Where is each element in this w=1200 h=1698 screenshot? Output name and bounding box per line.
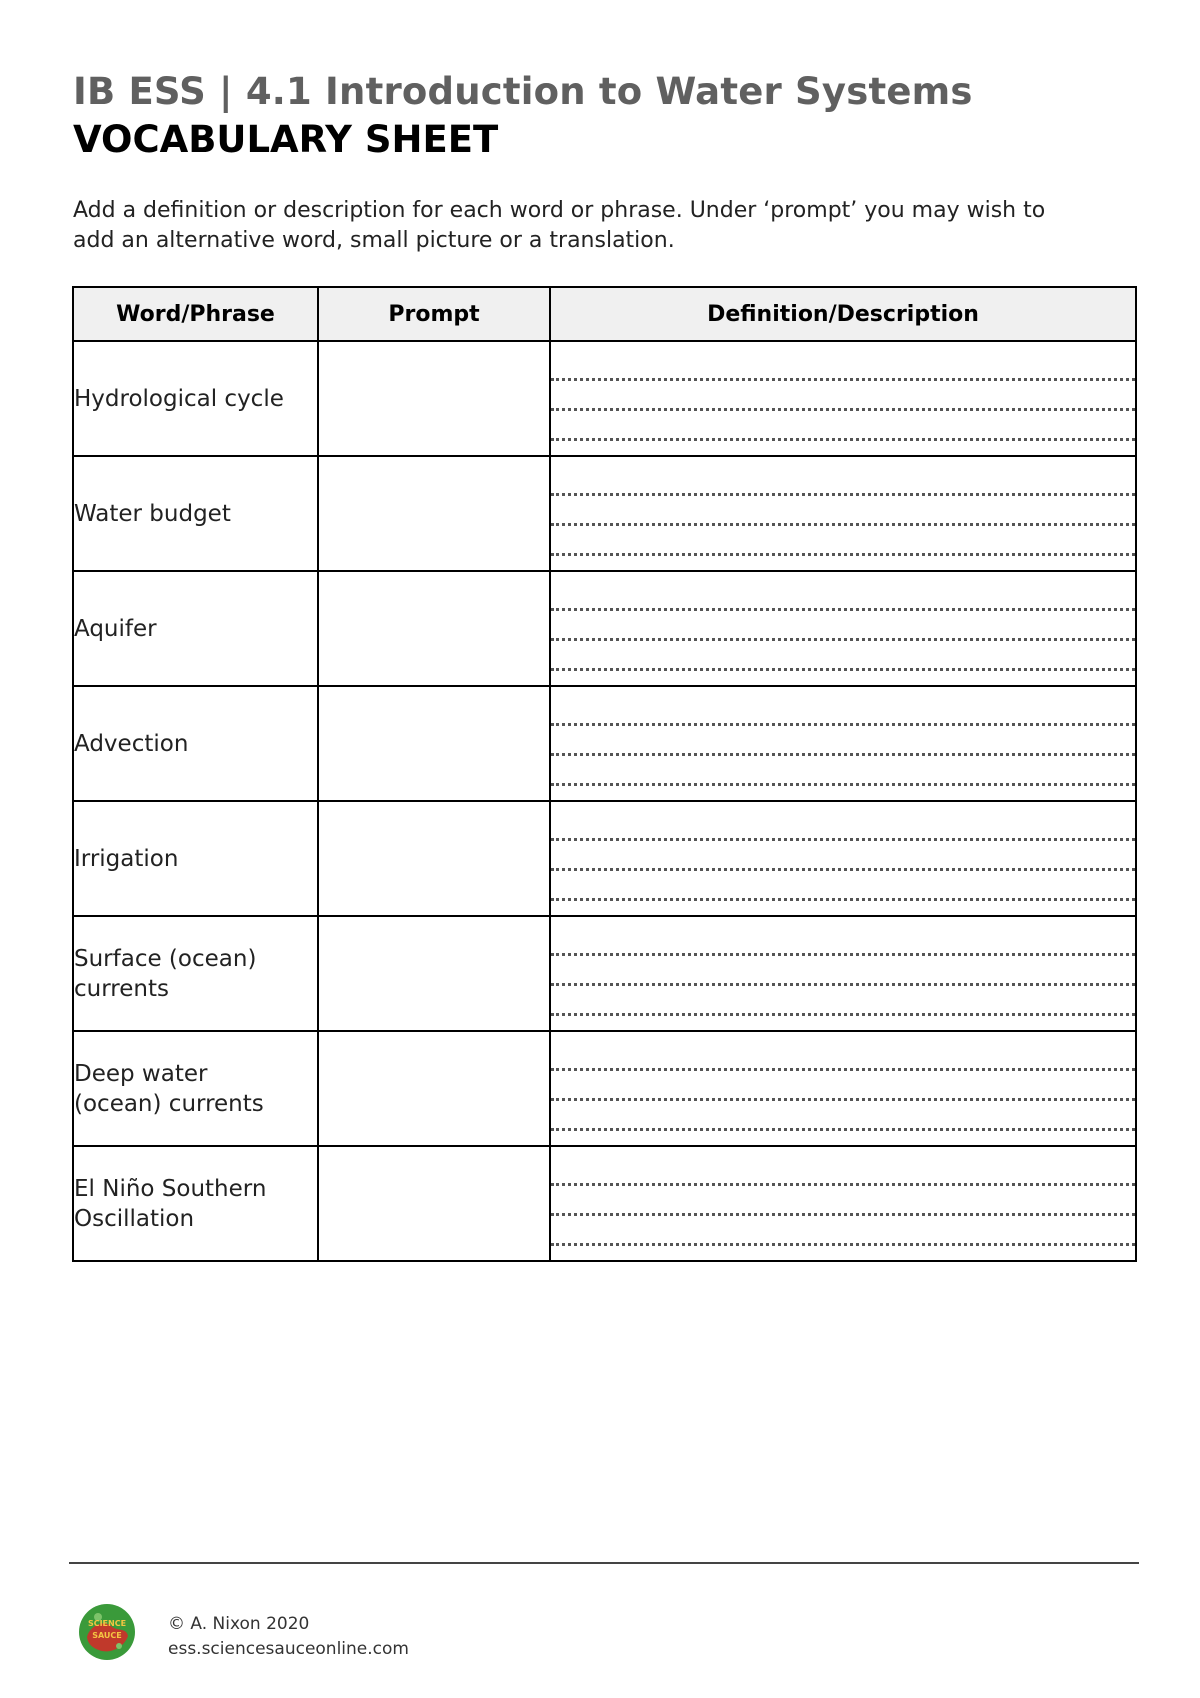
instructions-line-1: Add a definition or description for each word or phrase. Under ‘prompt’ you may wish to — [73, 198, 1046, 223]
table-row — [73, 456, 1136, 571]
table-row — [73, 916, 1136, 1031]
dotted-answer-line — [551, 641, 1135, 671]
table-row — [73, 571, 1136, 686]
dotted-answer-line — [551, 411, 1135, 441]
footer-divider — [69, 1562, 1139, 1564]
dotted-answer-line — [551, 1071, 1135, 1101]
prompt-cell[interactable] — [318, 456, 550, 571]
word-cell: Advection — [73, 686, 318, 801]
science-sauce-logo — [78, 1603, 136, 1661]
dotted-answer-line — [551, 871, 1135, 901]
definition-cell[interactable] — [550, 456, 1136, 571]
definition-cell[interactable] — [550, 686, 1136, 801]
footer-credits — [168, 1612, 409, 1662]
prompt-cell[interactable] — [318, 916, 550, 1031]
logo-text-line-1: SCIENCE — [87, 1619, 127, 1628]
dotted-answer-line — [551, 841, 1135, 871]
word-cell: El Niño Southern Oscillation — [73, 1146, 318, 1261]
dotted-answer-line — [551, 811, 1135, 841]
page-subtitle: VOCABULARY SHEET — [73, 118, 499, 161]
prompt-cell[interactable] — [318, 571, 550, 686]
dotted-answer-line — [551, 1041, 1135, 1071]
column-header-definition: Definition/Description — [550, 287, 1136, 341]
dotted-answer-line — [551, 1156, 1135, 1186]
definition-cell[interactable] — [550, 801, 1136, 916]
definition-cell[interactable] — [550, 1146, 1136, 1261]
table-row — [73, 1146, 1136, 1261]
table-row — [73, 686, 1136, 801]
table-row — [73, 801, 1136, 916]
word-cell: Water budget — [73, 456, 318, 571]
dotted-answer-line — [551, 986, 1135, 1016]
dotted-answer-line — [551, 696, 1135, 726]
table-row — [73, 1031, 1136, 1146]
dotted-answer-line — [551, 926, 1135, 956]
definition-cell[interactable] — [550, 916, 1136, 1031]
dotted-answer-line — [551, 1101, 1135, 1131]
word-cell: Irrigation — [73, 801, 318, 916]
dotted-answer-line — [551, 381, 1135, 411]
dotted-answer-line — [551, 956, 1135, 986]
word-cell: Hydrological cycle — [73, 341, 318, 456]
column-header-word: Word/Phrase — [73, 287, 318, 341]
footer-copyright: © A. Nixon 2020 — [168, 1614, 310, 1634]
instructions-line-2: add an alternative word, small picture or a translation. — [73, 228, 675, 253]
dotted-answer-line — [551, 756, 1135, 786]
prompt-cell[interactable] — [318, 341, 550, 456]
science-sauce-logo-icon — [78, 1603, 136, 1661]
dotted-answer-line — [551, 1186, 1135, 1216]
word-cell: Deep water (ocean) currents — [73, 1031, 318, 1146]
dotted-answer-line — [551, 581, 1135, 611]
table-row — [73, 341, 1136, 456]
prompt-cell[interactable] — [318, 686, 550, 801]
definition-cell[interactable] — [550, 1031, 1136, 1146]
logo-text-line-2: SAUCE — [92, 1631, 122, 1640]
dotted-answer-line — [551, 351, 1135, 381]
dotted-answer-line — [551, 466, 1135, 496]
column-header-prompt: Prompt — [318, 287, 550, 341]
definition-cell[interactable] — [550, 571, 1136, 686]
footer-website[interactable]: ess.sciencesauceonline.com — [168, 1639, 409, 1659]
dotted-answer-line — [551, 1216, 1135, 1246]
vocabulary-table — [72, 286, 1137, 1262]
word-cell: Aquifer — [73, 571, 318, 686]
page-header — [73, 68, 973, 164]
dotted-answer-line — [551, 611, 1135, 641]
prompt-cell[interactable] — [318, 801, 550, 916]
definition-cell[interactable] — [550, 341, 1136, 456]
instructions — [73, 196, 1133, 256]
dotted-answer-line — [551, 726, 1135, 756]
word-cell: Surface (ocean) currents — [73, 916, 318, 1031]
table-header-row — [73, 287, 1136, 341]
prompt-cell[interactable] — [318, 1146, 550, 1261]
dotted-answer-line — [551, 496, 1135, 526]
dotted-answer-line — [551, 526, 1135, 556]
prompt-cell[interactable] — [318, 1031, 550, 1146]
page-title: IB ESS | 4.1 Introduction to Water Systems — [73, 70, 973, 113]
